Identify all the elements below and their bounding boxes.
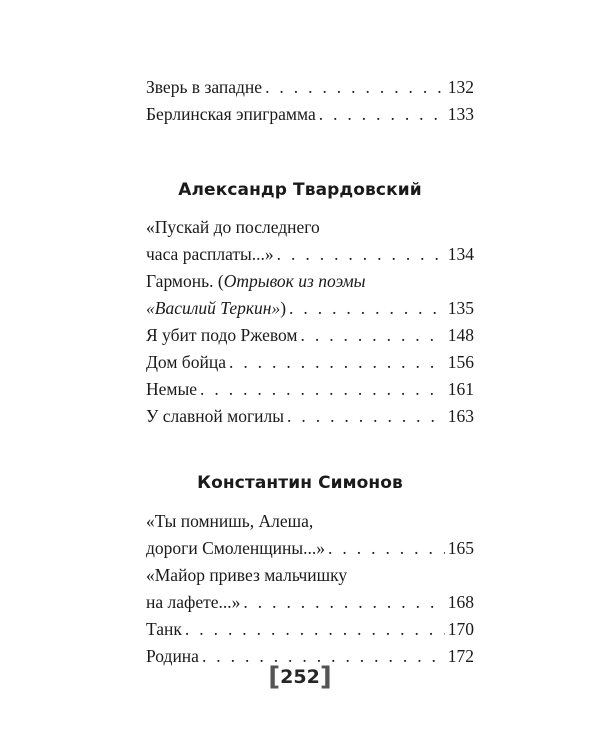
toc-section-tvardovsky [146,214,474,430]
dot-leader [243,589,444,616]
entry-page-number: 163 [447,406,474,426]
entry-title: Я убит подо Ржевом [146,325,298,345]
entry-page-number: 161 [447,379,474,399]
dot-leader [287,403,445,430]
entry-page-number: 148 [447,325,474,345]
toc-entry[interactable] [146,589,474,616]
entry-page-number: 165 [447,538,474,558]
bracket-left: [ [268,662,281,692]
toc-entry[interactable] [146,295,474,322]
toc-entry-line[interactable]: «Майор привез мальчишку [146,565,348,585]
toc-entry[interactable] [146,241,474,268]
author-heading: Константин Симонов [197,473,403,493]
toc-section-previous [146,74,474,128]
dot-leader [200,376,445,403]
dot-leader [289,295,445,322]
dot-leader [265,74,445,101]
page-number [0,662,600,692]
toc-entry-line[interactable] [146,268,474,295]
entry-title: У славной могилы [146,406,285,426]
entry-page-number: 134 [447,244,474,264]
author-heading: Александр Твардовский [178,180,422,200]
entry-title: Танк [146,619,182,639]
dot-leader [185,616,445,643]
entry-subtitle: «Василий Теркин» [146,298,281,318]
toc-entry[interactable] [146,74,474,101]
entry-page-number: 168 [447,592,474,612]
toc-entry[interactable] [146,376,474,403]
entry-title: Гармонь. ( [146,271,224,291]
entry-title: Немые [146,379,198,399]
toc-entry[interactable] [146,616,474,643]
entry-title: Родина [146,646,199,666]
toc-section-simonov [146,508,474,670]
toc-entry[interactable] [146,349,474,376]
dot-leader [301,322,445,349]
dot-leader [319,101,445,128]
entry-page-number: 132 [447,77,474,97]
entry-title: Дом бойца [146,352,226,372]
entry-title: часа расплаты...» [146,244,274,264]
toc-entry-line[interactable]: «Пускай до последнего [146,217,320,237]
toc-entry[interactable] [146,101,474,128]
entry-page-number: 133 [447,104,474,124]
entry-title [146,295,286,322]
entry-subtitle: Отрывок из поэмы [223,271,366,291]
entry-title-suffix: ) [280,298,287,318]
entry-page-number: 156 [447,352,474,372]
entry-title: дороги Смоленщины...» [146,538,326,558]
entry-page-number: 170 [447,619,474,639]
bracket-right: ] [319,662,332,692]
dot-leader [277,241,445,268]
dot-leader [328,535,445,562]
dot-leader [229,349,445,376]
toc-entry[interactable] [146,322,474,349]
toc-entry[interactable] [146,403,474,430]
toc-entry-line[interactable]: «Ты помнишь, Алеша, [146,511,314,531]
entry-page-number: 172 [447,646,474,666]
entry-title: Берлинская эпиграмма [146,104,316,124]
page-number-value: 252 [280,666,320,688]
toc-entry[interactable] [146,535,474,562]
entry-title: Зверь в западне [146,77,263,97]
entry-title: на лафете...» [146,592,241,612]
entry-page-number: 135 [447,298,474,318]
